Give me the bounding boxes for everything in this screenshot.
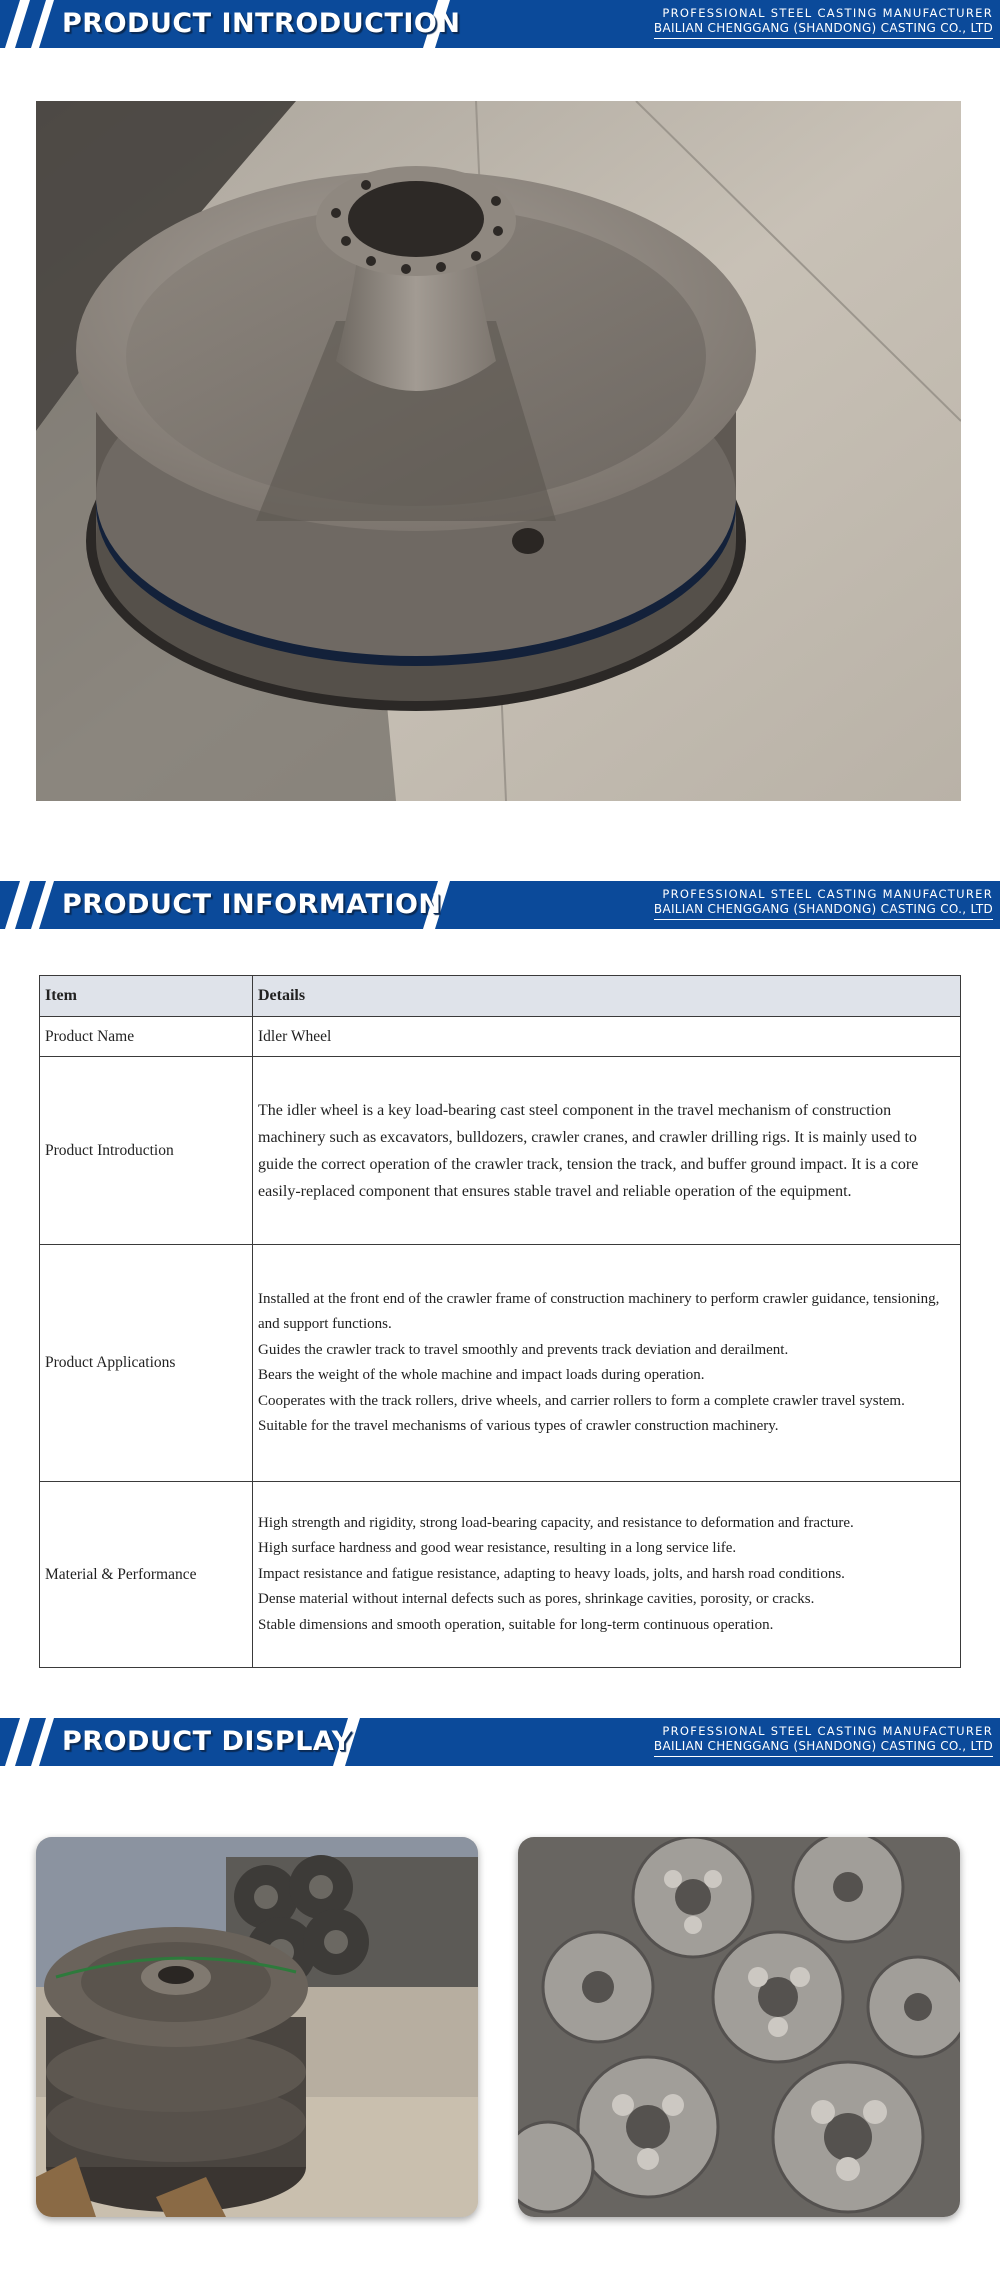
- row-value: [253, 1245, 961, 1482]
- row-label: Product Name: [40, 1017, 253, 1057]
- table-row: [40, 1245, 961, 1482]
- column-header-item: Item: [40, 976, 253, 1017]
- row-value: Idler Wheel: [253, 1017, 961, 1057]
- banner-tagline: PROFESSIONAL STEEL CASTING MANUFACTURER: [662, 887, 993, 901]
- banner-company: BAILIAN CHENGGANG (SHANDONG) CASTING CO., LTD: [654, 21, 993, 39]
- banner-tagline: PROFESSIONAL STEEL CASTING MANUFACTURER: [662, 6, 993, 20]
- application-line: Bears the weight of the whole machine and impact loads during operation.: [258, 1367, 705, 1383]
- section-banner-intro: [0, 0, 1000, 48]
- idler-wheel-photo: [36, 101, 961, 801]
- stacked-idler-wheels-photo: [36, 1837, 478, 2217]
- row-label: Product Introduction: [40, 1057, 253, 1245]
- column-header-details: Details: [253, 976, 961, 1017]
- banner-title: PRODUCT INTRODUCTION: [62, 8, 461, 39]
- performance-line: Dense material without internal defects such as pores, shrinkage cavities, porosity, or cracks.: [258, 1591, 815, 1608]
- banner-tagline: PROFESSIONAL STEEL CASTING MANUFACTURER: [662, 1724, 993, 1738]
- table-row: [40, 1017, 961, 1057]
- banner-company: BAILIAN CHENGGANG (SHANDONG) CASTING CO., LTD: [654, 1739, 993, 1757]
- table-row: [40, 1482, 961, 1668]
- intro-paragraph: The idler wheel is a key load-bearing cast steel component in the travel mechanism of construction machinery such as excavators, bulldozers, crawler cranes, and crawler drilling rigs. It is mainly used to guide the correct operation of the crawler track, tension the track, and buffer ground impact. It is a core easily-replaced component that ensures stable travel and reliable operation of the equipment.: [258, 1101, 919, 1200]
- section-banner-info: [0, 881, 1000, 929]
- application-line: Installed at the front end of the crawler frame of construction machinery to perform crawler guidance, tensioning, and support functions.: [258, 1290, 940, 1332]
- performance-line: High strength and rigidity, strong load-bearing capacity, and resistance to deformation and fracture.: [258, 1514, 854, 1531]
- row-value: [253, 1482, 961, 1668]
- banner-title: PRODUCT DISPLAY: [62, 1726, 352, 1757]
- row-label: Material & Performance: [40, 1482, 253, 1668]
- section-banner-display: [0, 1718, 1000, 1766]
- application-line: Suitable for the travel mechanisms of various types of crawler construction machinery.: [258, 1418, 779, 1434]
- performance-line: Impact resistance and fatigue resistance, adapting to heavy loads, jolts, and harsh road conditions.: [258, 1565, 845, 1582]
- table-row: [40, 1057, 961, 1245]
- row-label: Product Applications: [40, 1245, 253, 1482]
- row-value: [253, 1057, 961, 1245]
- banner-company: BAILIAN CHENGGANG (SHANDONG) CASTING CO., LTD: [654, 902, 993, 920]
- banner-title: PRODUCT INFORMATION: [62, 889, 442, 920]
- product-info-table: [39, 975, 961, 1668]
- table-header-row: [40, 976, 961, 1017]
- application-line: Cooperates with the track rollers, drive wheels, and carrier rollers to form a complete crawler travel system.: [258, 1392, 905, 1409]
- performance-line: High surface hardness and good wear resistance, resulting in a long service life.: [258, 1540, 737, 1557]
- application-line: Guides the crawler track to travel smoothly and prevents track deviation and derailment.: [258, 1341, 789, 1358]
- performance-line: Stable dimensions and smooth operation, suitable for long-term continuous operation.: [258, 1616, 774, 1633]
- cast-parts-pile-photo: [518, 1837, 960, 2217]
